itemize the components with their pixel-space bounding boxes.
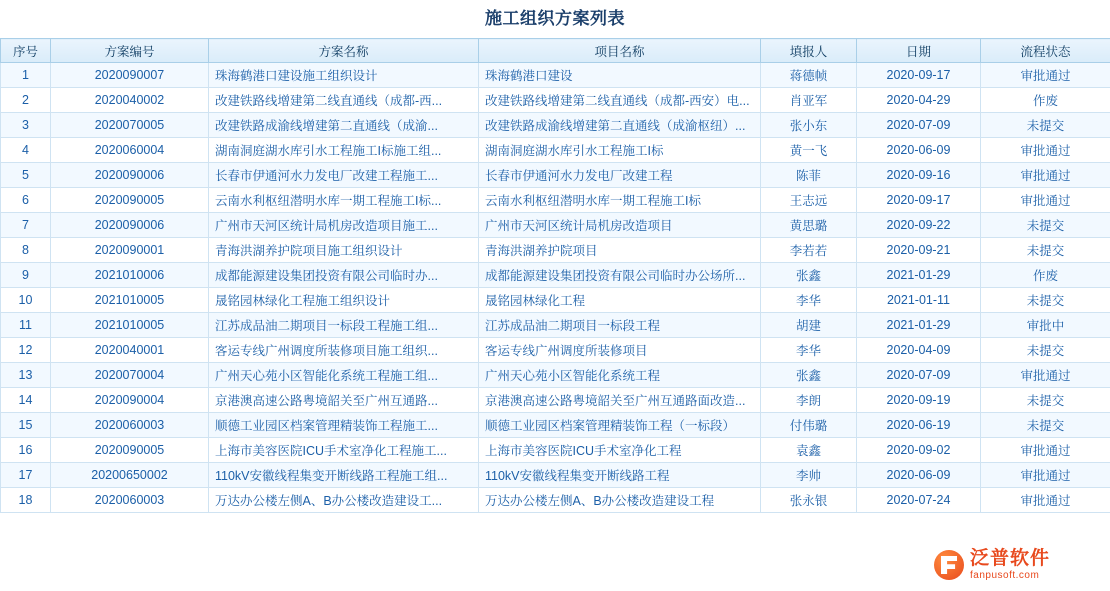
cell-status: 审批通过: [981, 438, 1110, 463]
cell-code[interactable]: 2020060003: [51, 413, 209, 438]
cell-reporter: 蒋德帧: [761, 63, 857, 88]
cell-date: 2020-09-17: [857, 63, 981, 88]
cell-date: 2020-09-16: [857, 163, 981, 188]
cell-scheme-name[interactable]: 改建铁路成渝线增建第二直通线（成渝...: [209, 113, 479, 138]
table-row[interactable]: [1, 313, 1110, 338]
cell-index: 12: [1, 338, 51, 363]
cell-code[interactable]: 2021010006: [51, 263, 209, 288]
cell-code[interactable]: 2020060003: [51, 488, 209, 513]
cell-status: 未提交: [981, 338, 1110, 363]
cell-project-name: 上海市美容医院ICU手术室净化工程: [479, 438, 761, 463]
table-row[interactable]: [1, 413, 1110, 438]
cell-scheme-name[interactable]: 云南水利枢纽潜明水库一期工程施工I标...: [209, 188, 479, 213]
table-row[interactable]: [1, 138, 1110, 163]
cell-reporter: 张永银: [761, 488, 857, 513]
cell-code[interactable]: 2020090006: [51, 163, 209, 188]
cell-scheme-name[interactable]: 客运专线广州调度所装修项目施工组织...: [209, 338, 479, 363]
cell-scheme-name[interactable]: 珠海鹤港口建设施工组织设计: [209, 63, 479, 88]
cell-date: 2020-09-21: [857, 238, 981, 263]
cell-scheme-name[interactable]: 湖南洞庭湖水库引水工程施工I标施工组...: [209, 138, 479, 163]
table-row[interactable]: [1, 388, 1110, 413]
table-row[interactable]: [1, 363, 1110, 388]
scheme-table: [0, 38, 1110, 513]
cell-status: 作废: [981, 88, 1110, 113]
cell-reporter: 李帅: [761, 463, 857, 488]
cell-code[interactable]: 2020040002: [51, 88, 209, 113]
watermark-domain: fanpusoft.com: [970, 569, 1040, 581]
cell-project-name: 广州天心苑小区智能化系统工程: [479, 363, 761, 388]
column-header-project-name[interactable]: 项目名称: [479, 39, 761, 63]
cell-scheme-name[interactable]: 广州市天河区统计局机房改造项目施工...: [209, 213, 479, 238]
cell-date: 2020-09-22: [857, 213, 981, 238]
cell-code[interactable]: 2020090006: [51, 213, 209, 238]
table-row[interactable]: [1, 488, 1110, 513]
table-row[interactable]: [1, 238, 1110, 263]
page-title: 施工组织方案列表: [0, 0, 1110, 38]
cell-reporter: 张小东: [761, 113, 857, 138]
cell-project-name: 湖南洞庭湖水库引水工程施工I标: [479, 138, 761, 163]
cell-project-name: 成都能源建设集团投资有限公司临时办公场所...: [479, 263, 761, 288]
cell-status: 未提交: [981, 213, 1110, 238]
cell-reporter: 付伟璐: [761, 413, 857, 438]
cell-project-name: 江苏成品油二期项目一标段工程: [479, 313, 761, 338]
cell-date: 2020-09-19: [857, 388, 981, 413]
cell-reporter: 胡建: [761, 313, 857, 338]
cell-project-name: 长春市伊通河水力发电厂改建工程: [479, 163, 761, 188]
cell-project-name: 晟铭园林绿化工程: [479, 288, 761, 313]
cell-date: 2020-04-09: [857, 338, 981, 363]
table-row[interactable]: [1, 438, 1110, 463]
cell-code[interactable]: 2020060004: [51, 138, 209, 163]
cell-date: 2020-07-24: [857, 488, 981, 513]
cell-code[interactable]: 20200650002: [51, 463, 209, 488]
cell-scheme-name[interactable]: 上海市美容医院ICU手术室净化工程施工...: [209, 438, 479, 463]
cell-index: 15: [1, 413, 51, 438]
logo-icon: [934, 550, 964, 580]
cell-scheme-name[interactable]: 京港澳高速公路粤境韶关至广州互通路...: [209, 388, 479, 413]
cell-index: 3: [1, 113, 51, 138]
cell-status: 审批通过: [981, 463, 1110, 488]
table-row[interactable]: [1, 213, 1110, 238]
cell-project-name: 110kV安徽线程集变开断线路工程: [479, 463, 761, 488]
cell-scheme-name[interactable]: 万达办公楼左侧A、B办公楼改造建设工...: [209, 488, 479, 513]
cell-index: 5: [1, 163, 51, 188]
cell-date: 2020-06-09: [857, 463, 981, 488]
table-row[interactable]: [1, 113, 1110, 138]
column-header-code[interactable]: 方案编号: [51, 39, 209, 63]
cell-date: 2021-01-29: [857, 313, 981, 338]
column-header-date[interactable]: 日期: [857, 39, 981, 63]
cell-reporter: 李若若: [761, 238, 857, 263]
cell-code[interactable]: 2021010005: [51, 313, 209, 338]
cell-status: 未提交: [981, 288, 1110, 313]
cell-status: 未提交: [981, 238, 1110, 263]
cell-code[interactable]: 2020090005: [51, 188, 209, 213]
cell-scheme-name[interactable]: 成都能源建设集团投资有限公司临时办...: [209, 263, 479, 288]
cell-reporter: 张鑫: [761, 363, 857, 388]
cell-project-name: 青海洪湖养护院项目: [479, 238, 761, 263]
column-header-scheme-name[interactable]: 方案名称: [209, 39, 479, 63]
cell-code[interactable]: 2020040001: [51, 338, 209, 363]
cell-reporter: 黄思璐: [761, 213, 857, 238]
cell-status: 审批中: [981, 313, 1110, 338]
cell-reporter: 陈菲: [761, 163, 857, 188]
cell-reporter: 肖亚军: [761, 88, 857, 113]
cell-index: 17: [1, 463, 51, 488]
cell-reporter: 李朗: [761, 388, 857, 413]
cell-status: 未提交: [981, 413, 1110, 438]
table-row[interactable]: [1, 63, 1110, 88]
cell-date: 2020-04-29: [857, 88, 981, 113]
cell-project-name: 客运专线广州调度所装修项目: [479, 338, 761, 363]
cell-index: 2: [1, 88, 51, 113]
cell-code[interactable]: 2020090004: [51, 388, 209, 413]
watermark-text: [970, 549, 1050, 581]
cell-scheme-name[interactable]: 顺德工业园区档案管理精装饰工程施工...: [209, 413, 479, 438]
table-body: [1, 63, 1110, 513]
cell-reporter: 李华: [761, 338, 857, 363]
column-header-reporter[interactable]: 填报人: [761, 39, 857, 63]
cell-index: 13: [1, 363, 51, 388]
cell-date: 2020-09-02: [857, 438, 981, 463]
cell-project-name: 万达办公楼左侧A、B办公楼改造建设工程: [479, 488, 761, 513]
cell-project-name: 京港澳高速公路粤境韶关至广州互通路面改造...: [479, 388, 761, 413]
cell-date: 2020-06-19: [857, 413, 981, 438]
table-row[interactable]: [1, 338, 1110, 363]
cell-index: 8: [1, 238, 51, 263]
cell-index: 1: [1, 63, 51, 88]
cell-date: 2020-07-09: [857, 113, 981, 138]
cell-project-name: 改建铁路线增建第二线直通线（成都-西安）电...: [479, 88, 761, 113]
cell-index: 18: [1, 488, 51, 513]
cell-date: 2020-06-09: [857, 138, 981, 163]
cell-scheme-name[interactable]: 改建铁路线增建第二线直通线（成都-西...: [209, 88, 479, 113]
cell-scheme-name[interactable]: 青海洪湖养护院项目施工组织设计: [209, 238, 479, 263]
cell-date: 2021-01-11: [857, 288, 981, 313]
cell-status: 作废: [981, 263, 1110, 288]
cell-status: 审批通过: [981, 163, 1110, 188]
table-header: [1, 39, 1110, 63]
cell-scheme-name[interactable]: 110kV安徽线程集变开断线路工程施工组...: [209, 463, 479, 488]
table-header-row: [1, 39, 1110, 63]
cell-project-name: 云南水利枢纽潜明水库一期工程施工I标: [479, 188, 761, 213]
cell-project-name: 顺德工业园区档案管理精装饰工程（一标段）: [479, 413, 761, 438]
cell-status: 审批通过: [981, 488, 1110, 513]
cell-reporter: 张鑫: [761, 263, 857, 288]
table-row[interactable]: [1, 188, 1110, 213]
cell-reporter: 李华: [761, 288, 857, 313]
cell-scheme-name[interactable]: 江苏成品油二期项目一标段工程施工组...: [209, 313, 479, 338]
cell-index: 7: [1, 213, 51, 238]
cell-status: 审批通过: [981, 138, 1110, 163]
cell-status: 审批通过: [981, 363, 1110, 388]
cell-index: 6: [1, 188, 51, 213]
cell-reporter: 王志远: [761, 188, 857, 213]
table-row[interactable]: [1, 163, 1110, 188]
column-header-index[interactable]: 序号: [1, 39, 51, 63]
cell-status: 审批通过: [981, 63, 1110, 88]
cell-code[interactable]: 2020090007: [51, 63, 209, 88]
table-row[interactable]: [1, 263, 1110, 288]
cell-index: 11: [1, 313, 51, 338]
table-row[interactable]: [1, 288, 1110, 313]
cell-project-name: 改建铁路成渝线增建第二直通线（成渝枢纽）...: [479, 113, 761, 138]
cell-status: 未提交: [981, 388, 1110, 413]
cell-reporter: 黄一飞: [761, 138, 857, 163]
table-row[interactable]: [1, 88, 1110, 113]
cell-code[interactable]: 2020090005: [51, 438, 209, 463]
cell-index: 10: [1, 288, 51, 313]
cell-index: 4: [1, 138, 51, 163]
cell-reporter: 袁鑫: [761, 438, 857, 463]
cell-date: 2020-07-09: [857, 363, 981, 388]
cell-code[interactable]: 2020070004: [51, 363, 209, 388]
cell-code[interactable]: 2020090001: [51, 238, 209, 263]
cell-index: 9: [1, 263, 51, 288]
cell-status: 未提交: [981, 113, 1110, 138]
table-row[interactable]: [1, 463, 1110, 488]
cell-date: 2021-01-29: [857, 263, 981, 288]
cell-date: 2020-09-17: [857, 188, 981, 213]
cell-scheme-name[interactable]: 广州天心苑小区智能化系统工程施工组...: [209, 363, 479, 388]
cell-scheme-name[interactable]: 晟铭园林绿化工程施工组织设计: [209, 288, 479, 313]
cell-status: 审批通过: [981, 188, 1110, 213]
cell-code[interactable]: 2021010005: [51, 288, 209, 313]
cell-index: 16: [1, 438, 51, 463]
cell-project-name: 广州市天河区统计局机房改造项目: [479, 213, 761, 238]
cell-project-name: 珠海鹤港口建设: [479, 63, 761, 88]
cell-scheme-name[interactable]: 长春市伊通河水力发电厂改建工程施工...: [209, 163, 479, 188]
column-header-status[interactable]: 流程状态: [981, 39, 1110, 63]
cell-index: 14: [1, 388, 51, 413]
cell-code[interactable]: 2020070005: [51, 113, 209, 138]
watermark: [934, 543, 1104, 587]
watermark-brand: 泛普软件: [970, 548, 1051, 570]
